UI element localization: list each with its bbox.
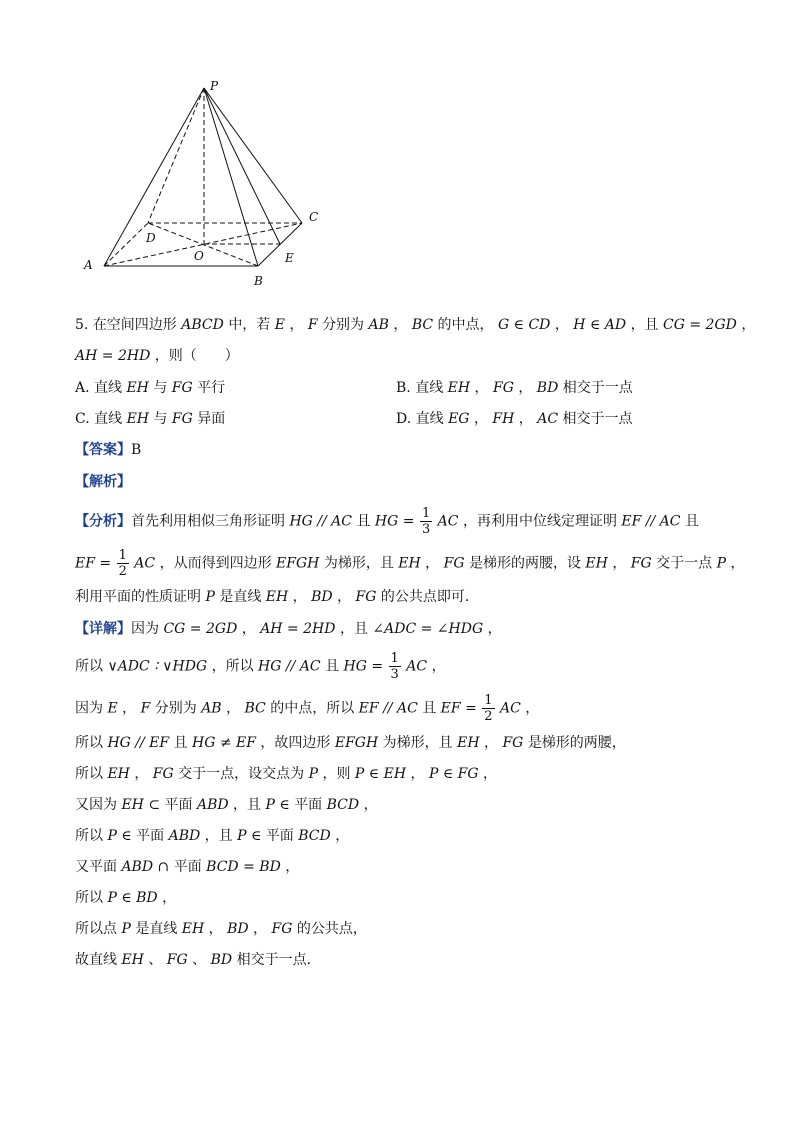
text-segment: 平面 (164, 797, 193, 813)
text-segment: ， (134, 766, 149, 782)
text-segment: ， (612, 555, 627, 572)
text-segment: 且 (356, 513, 371, 530)
text-segment: ，且 (233, 797, 262, 813)
text-segment: ， (741, 317, 756, 333)
answer-value: B (131, 442, 142, 458)
math-expression: FG (626, 555, 657, 572)
math-expression: FG (162, 952, 193, 968)
text-segment: 所以 (75, 828, 103, 844)
math-expression: FG (351, 589, 381, 605)
math-expression: P (201, 589, 220, 605)
math-expression: F (136, 700, 155, 717)
detail-line-5 (75, 765, 497, 783)
math-expression: BC (407, 317, 438, 333)
text-segment: 所以 (75, 658, 103, 675)
fraction (482, 694, 494, 723)
math-expression: P (304, 766, 323, 782)
text-segment: 所以 (75, 735, 103, 751)
math-expression: EF = (436, 700, 482, 717)
text-segment: D. 直线 (396, 411, 444, 427)
text-segment: 的公共点即可． (380, 589, 479, 605)
text-segment: 异面 (197, 411, 226, 427)
text-segment: 相交于一点． (236, 952, 321, 968)
text-segment: 因为 (131, 621, 159, 637)
text-segment: 为梯形，且 (382, 735, 453, 751)
option-c (75, 410, 225, 428)
text-segment: ，故四边形 (260, 735, 331, 751)
math-expression: EH (177, 921, 209, 937)
math-expression: EFGH (330, 735, 383, 751)
option-a (75, 379, 225, 397)
text-segment: ，且 (630, 317, 659, 333)
question-text-1 (93, 317, 756, 333)
math-expression: EH (103, 766, 135, 782)
math-expression: EH ⊂ (117, 797, 165, 813)
text-segment: ， (337, 589, 352, 605)
text-segment: ， (525, 700, 540, 717)
text-segment: ， (554, 317, 569, 333)
math-expression: BD (532, 380, 563, 396)
math-expression: FG (267, 921, 297, 937)
fraction-denominator: 2 (118, 564, 127, 579)
text-segment: ， (162, 890, 177, 906)
analysis-header-line (75, 473, 131, 491)
text-segment: 是梯形的两腰，设 (468, 555, 581, 572)
math-expression: HG = (370, 513, 419, 530)
math-expression: BCD = BD (201, 859, 286, 875)
text-segment: 是直线 (135, 921, 178, 937)
math-expression: CG = 2GD (658, 317, 742, 333)
text-segment: 且 (173, 735, 188, 751)
math-expression: BD (222, 921, 254, 937)
edge-pb (204, 88, 258, 266)
detail-line-11 (75, 951, 321, 969)
analysis-line-1 (75, 507, 699, 536)
text-segment: ， (482, 766, 497, 782)
text-segment: ，再利用中位线定理证明 (462, 513, 617, 530)
text-segment: 、 (148, 952, 163, 968)
math-expression: EH (443, 380, 475, 396)
fraction-numerator: 1 (484, 693, 493, 708)
text-segment: 的中点，所以 (270, 700, 355, 717)
fraction (389, 652, 401, 681)
math-expression: AC (495, 700, 526, 717)
analysis-line-2 (75, 549, 744, 578)
text-segment: 、 (192, 952, 207, 968)
fraction (420, 507, 432, 536)
text-segment: ， (518, 380, 533, 396)
detail-line-8 (75, 858, 299, 876)
text-segment: 与 (153, 380, 168, 396)
math-expression: AC (401, 658, 432, 675)
text-segment: 相交于一点 (562, 411, 633, 427)
detail-line-9 (75, 889, 176, 907)
text-segment: 的中点， (437, 317, 494, 333)
text-segment: 相交于一点 (562, 380, 633, 396)
math-expression: FH (487, 411, 519, 427)
text-segment: ， (474, 380, 489, 396)
math-expression: HG ≠ EF (187, 735, 261, 751)
text-segment: 是直线 (219, 589, 262, 605)
math-expression: HG // AC (253, 658, 326, 675)
math-expression: EH (122, 380, 154, 396)
math-expression: EF = (75, 555, 116, 572)
detail-line-10 (75, 920, 367, 938)
text-segment: 为梯形，且 (323, 555, 394, 572)
answer-line (75, 441, 141, 459)
text-segment: ，则 (322, 766, 351, 782)
text-segment: 平面 (173, 859, 202, 875)
math-expression: EH (122, 411, 154, 427)
math-expression: P (712, 555, 731, 572)
question-number: 5. (75, 317, 89, 333)
math-expression: HG // AC (285, 513, 357, 530)
text-segment: 利用平面的性质证明 (75, 589, 201, 605)
math-expression: ∨ADC ∶ ∨HDG (103, 658, 212, 675)
math-expression: E (103, 700, 123, 717)
text-segment: 交于一点，设交点为 (178, 766, 305, 782)
option-b (396, 379, 633, 397)
analysis-line-3 (75, 588, 479, 606)
math-expression: EH (393, 555, 426, 572)
math-expression: EF // AC (354, 700, 423, 717)
math-expression: FG (167, 380, 198, 396)
math-expression: P (117, 921, 136, 937)
detail-line-3 (75, 694, 539, 723)
label-p: P (210, 79, 219, 93)
text-segment: ，从而得到四边形 (159, 555, 272, 572)
text-segment: A. 直线 (75, 380, 123, 396)
text-segment: ，且 (339, 621, 368, 637)
edge-pe (204, 88, 280, 244)
math-expression: BD (306, 589, 338, 605)
text-segment: 中，若 (228, 317, 271, 333)
text-segment: 在空间四边形 (92, 317, 177, 333)
detail-line-4 (75, 734, 626, 752)
text-segment: 且 (684, 513, 699, 530)
label-o: O (194, 249, 204, 263)
text-segment: 且 (422, 700, 437, 717)
text-segment: 所以 (75, 890, 103, 906)
label-a: A (84, 258, 93, 272)
fraction-denominator: 2 (484, 709, 493, 724)
text-segment: ， (425, 555, 440, 572)
label-d: D (146, 231, 156, 245)
text-segment: 且 (325, 658, 340, 675)
text-segment: 平面 (265, 828, 294, 844)
text-segment: B. 直线 (396, 380, 444, 396)
math-expression: ABD ∩ (117, 859, 174, 875)
math-expression: FG (167, 411, 198, 427)
label-b: B (254, 274, 263, 288)
text-segment: ， (289, 317, 304, 333)
text-segment: ， (285, 859, 300, 875)
math-expression: AC (433, 513, 463, 530)
pyramid-diagram (80, 78, 340, 293)
math-expression: H ∈ AD (568, 317, 631, 333)
text-segment: 的公共点， (296, 921, 367, 937)
fraction-denominator: 3 (390, 667, 399, 682)
text-segment: ， (253, 921, 268, 937)
math-expression: CG = 2GD (159, 621, 242, 637)
math-expression: G ∈ CD (493, 317, 555, 333)
text-segment: ， (335, 828, 350, 844)
math-expression: AH = 2HD (255, 621, 340, 637)
question-line-1 (75, 316, 755, 334)
detail-line-6 (75, 796, 378, 814)
text-segment: ， (431, 658, 446, 675)
question-line-2 (75, 347, 239, 365)
math-expression: P ∈ (261, 797, 295, 813)
text-segment: ， (393, 317, 408, 333)
text-segment: 平面 (136, 828, 165, 844)
question-text-2 (75, 348, 239, 364)
math-expression: EFGH (271, 555, 324, 572)
math-expression: F (303, 317, 323, 333)
math-expression: ABD (164, 828, 205, 844)
detail-line-2 (75, 652, 446, 681)
text-segment: 是梯形的两腰， (527, 735, 626, 751)
math-expression: FG (148, 766, 179, 782)
math-expression: P ∈ EH (350, 766, 411, 782)
math-expression: FG (488, 380, 519, 396)
detail-line-1 (75, 620, 502, 638)
text-segment: ， (226, 700, 241, 717)
edge-pc (204, 88, 302, 223)
fraction-denominator: 3 (421, 522, 431, 537)
math-expression: EH (452, 735, 484, 751)
text-segment: 分别为 (154, 700, 197, 717)
math-expression: FG (439, 555, 469, 572)
text-segment: ， (208, 921, 223, 937)
math-expression: E (270, 317, 290, 333)
text-segment: 与 (153, 411, 168, 427)
text-segment: ，所以 (211, 658, 254, 675)
math-expression: EH (261, 589, 293, 605)
section-label: 【分析】 (75, 513, 131, 530)
math-expression: BC (240, 700, 271, 717)
answer-label: 【答案】 (75, 442, 131, 458)
text-segment: ， (730, 555, 745, 572)
text-segment: ， (292, 589, 307, 605)
math-expression: EH (117, 952, 149, 968)
math-expression: BCD (293, 828, 336, 844)
text-segment: ， (518, 411, 533, 427)
math-expression: HG // EF (103, 735, 174, 751)
text-segment: C. 直线 (75, 411, 123, 427)
section-label: 【详解】 (75, 621, 131, 637)
text-segment: ，则（ ） (154, 348, 239, 364)
label-e: E (285, 251, 294, 265)
text-segment: ， (410, 766, 425, 782)
pyramid-figure (80, 78, 340, 293)
text-segment: 交于一点 (656, 555, 713, 572)
text-segment: 首先利用相似三角形证明 (131, 513, 285, 530)
text-segment: ， (484, 735, 498, 751)
math-expression: ABCD (176, 317, 229, 333)
text-segment: 平面 (294, 797, 323, 813)
text-segment: ，且 (204, 828, 233, 844)
text-segment: 所以点 (75, 921, 117, 937)
text-segment: ， (122, 700, 137, 717)
math-expression: ∠ADC = ∠HDG (367, 621, 488, 637)
math-expression: P ∈ FG (424, 766, 483, 782)
math-expression: BCD (322, 797, 364, 813)
text-segment: 所以 (75, 766, 103, 782)
math-expression: AH = 2HD (75, 348, 155, 364)
math-expression: EH (580, 555, 613, 572)
math-expression: P ∈ BD (103, 890, 163, 906)
math-expression: AC (532, 411, 563, 427)
text-segment: 因为 (75, 700, 103, 717)
fraction (117, 549, 129, 578)
text-segment: 故直线 (75, 952, 117, 968)
fraction-numerator: 1 (118, 548, 127, 563)
text-segment: 分别为 (322, 317, 365, 333)
math-expression: ABD (192, 797, 234, 813)
fraction-numerator: 1 (421, 506, 431, 521)
text-segment: ， (487, 621, 502, 637)
text-segment: ， (241, 621, 256, 637)
math-expression: P ∈ (103, 828, 137, 844)
math-expression: HG = (339, 658, 388, 675)
math-expression: AC (129, 555, 160, 572)
text-segment: 平行 (197, 380, 226, 396)
text-segment: ， (473, 411, 488, 427)
math-expression: EG (443, 411, 474, 427)
fraction-numerator: 1 (390, 651, 399, 666)
analysis-header: 【解析】 (75, 474, 131, 490)
math-expression: FG (498, 735, 528, 751)
math-expression: EF // AC (616, 513, 685, 530)
math-expression: AB (364, 317, 394, 333)
label-c: C (309, 210, 319, 224)
option-d (396, 410, 633, 428)
text-segment: 又因为 (75, 797, 117, 813)
math-expression: AB (196, 700, 227, 717)
text-segment: ， (363, 797, 378, 813)
math-expression: BD (206, 952, 237, 968)
edge-pd (148, 88, 204, 223)
math-expression: P ∈ (232, 828, 266, 844)
text-segment: 又平面 (75, 859, 117, 875)
detail-line-7 (75, 827, 349, 845)
edge-ad (104, 223, 148, 266)
